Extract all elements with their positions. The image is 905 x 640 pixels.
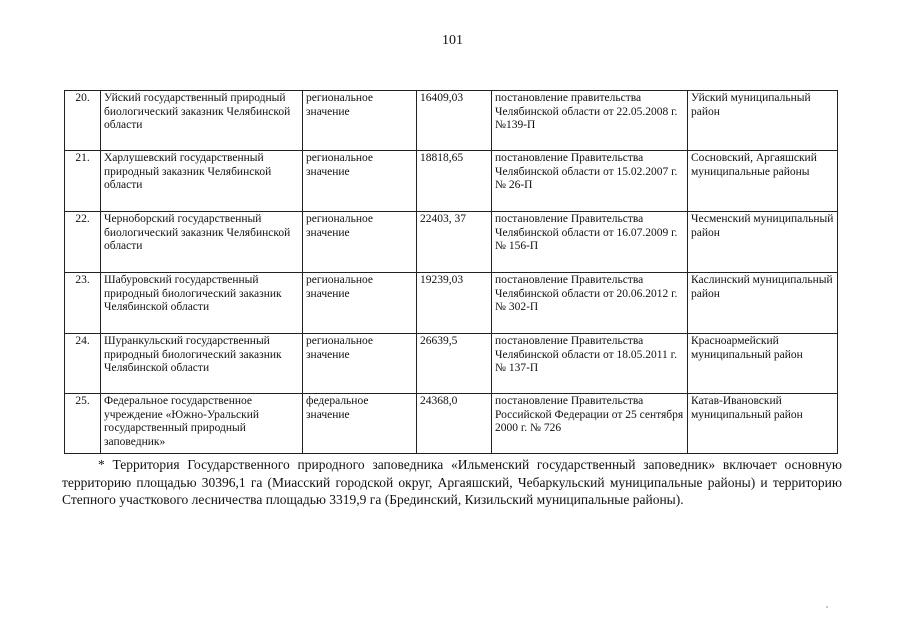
location: Катав-Ивановский муниципальный район: [688, 394, 838, 454]
area: 24368,0: [417, 394, 492, 454]
reserve-name: Харлушевский государственный природный заказник Челябинской области: [101, 151, 303, 212]
area: 16409,03: [417, 91, 492, 151]
page-number: 101: [442, 33, 463, 48]
row-number: 23.: [65, 273, 101, 334]
legal-document: постановление Правительства Челябинской области от 15.02.2007 г. № 26-П: [492, 151, 688, 212]
table-row: [65, 212, 838, 273]
significance: региональное значение: [303, 273, 417, 334]
location: Красноармейский муниципальный район: [688, 334, 838, 394]
reserve-name: Уйский государственный природный биологический заказник Челябинской области: [101, 91, 303, 151]
row-number: 25.: [65, 394, 101, 454]
location: Каслинский муниципальный район: [688, 273, 838, 334]
row-number: 21.: [65, 151, 101, 212]
table-row: [65, 394, 838, 454]
table-row: [65, 91, 838, 151]
row-number: 24.: [65, 334, 101, 394]
location: Чесменский муниципальный район: [688, 212, 838, 273]
reserve-name: Федеральное государственное учреждение «Южно-Уральский государственный природный заповедник»: [101, 394, 303, 454]
location: Сосновский, Аргаяшский муниципальные районы: [688, 151, 838, 212]
row-number: 22.: [65, 212, 101, 273]
significance: региональное значение: [303, 151, 417, 212]
table-row: [65, 273, 838, 334]
protected-areas-table: [64, 90, 838, 454]
legal-document: постановление Правительства Челябинской области от 20.06.2012 г. № 302-П: [492, 273, 688, 334]
significance: региональное значение: [303, 212, 417, 273]
reserve-name: Шуранкульский государственный природный биологический заказник Челябинской области: [101, 334, 303, 394]
area: 26639,5: [417, 334, 492, 394]
legal-document: постановление Правительства Челябинской области от 16.07.2009 г. № 156-П: [492, 212, 688, 273]
table-row: [65, 151, 838, 212]
reserve-name: Черноборский государственный биологический заказник Челябинской области: [101, 212, 303, 273]
significance: региональное значение: [303, 91, 417, 151]
table-row: [65, 334, 838, 394]
area: 18818,65: [417, 151, 492, 212]
significance: федеральное значение: [303, 394, 417, 454]
area: 19239,03: [417, 273, 492, 334]
legal-document: постановление правительства Челябинской области от 22.05.2008 г. №139-П: [492, 91, 688, 151]
area: 22403, 37: [417, 212, 492, 273]
footnote: * Территория Государственного природного заповедника «Ильменский государственный заповедник» включает основную территорию площадью 30396,1 га (Миасский городской округ, Аргаяшский, Чебаркульский муниципальные районы) и территорию Степного участкового лесничества площадью 3319,9 га (Брединский, Кизильский муниципальные районы).: [62, 457, 842, 507]
legal-document: постановление Правительства Челябинской области от 18.05.2011 г. № 137-П: [492, 334, 688, 394]
scan-artifact: [826, 606, 828, 608]
legal-document: постановление Правительства Российской Федерации от 25 сентября 2000 г. № 726: [492, 394, 688, 454]
row-number: 20.: [65, 91, 101, 151]
reserve-name: Шабуровский государственный природный биологический заказник Челябинской области: [101, 273, 303, 334]
significance: региональное значение: [303, 334, 417, 394]
location: Уйский муниципальный район: [688, 91, 838, 151]
